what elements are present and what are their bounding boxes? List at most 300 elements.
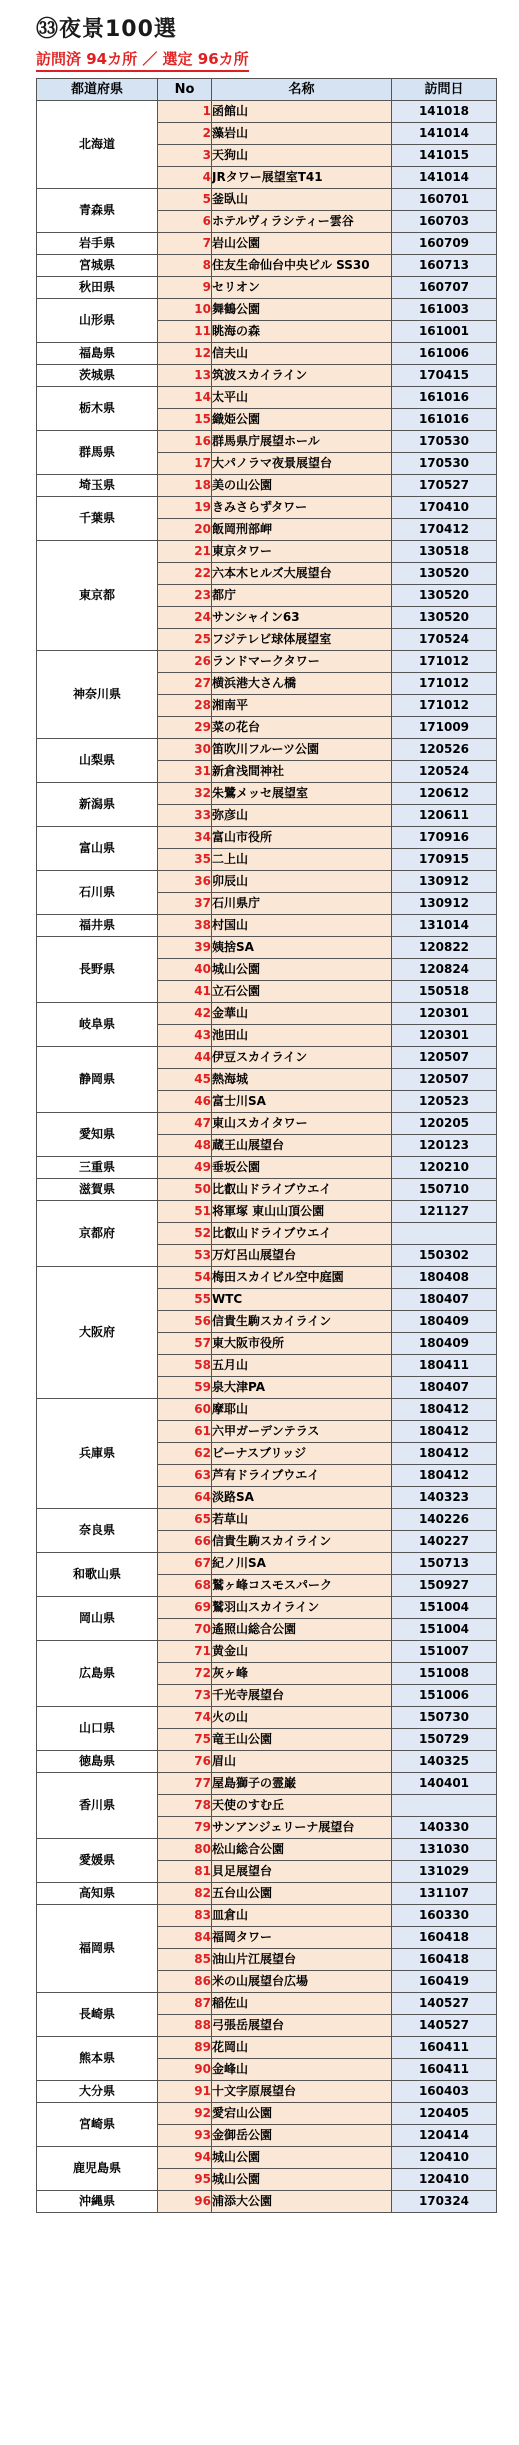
- prefecture-cell: 鹿児島県: [37, 2147, 158, 2191]
- prefecture-cell: 岩手県: [37, 233, 158, 255]
- table-row: [37, 497, 497, 519]
- number-cell: 2: [158, 123, 212, 145]
- visit-date-cell: 151006: [392, 1685, 497, 1707]
- visit-date-cell: 120822: [392, 937, 497, 959]
- table-row: [37, 915, 497, 937]
- number-cell: 4: [158, 167, 212, 189]
- name-cell: 織姫公園: [212, 409, 392, 431]
- table-row: [37, 255, 497, 277]
- table-row: [37, 101, 497, 123]
- visit-date-cell: 120123: [392, 1135, 497, 1157]
- name-cell: 六本木ヒルズ大展望台: [212, 563, 392, 585]
- name-cell: 東山スカイタワー: [212, 1113, 392, 1135]
- name-cell: 釜臥山: [212, 189, 392, 211]
- name-cell: 花岡山: [212, 2037, 392, 2059]
- number-cell: 69: [158, 1597, 212, 1619]
- visit-date-cell: 141018: [392, 101, 497, 123]
- table-row: [37, 541, 497, 563]
- number-cell: 90: [158, 2059, 212, 2081]
- page-title: ㉝夜景100選: [36, 17, 177, 42]
- number-cell: 70: [158, 1619, 212, 1641]
- number-cell: 46: [158, 1091, 212, 1113]
- prefecture-cell: 埼玉県: [37, 475, 158, 497]
- visit-summary: 訪問済 94カ所 ／ 選定 96カ所: [36, 48, 249, 72]
- number-cell: 8: [158, 255, 212, 277]
- visit-date-cell: 130518: [392, 541, 497, 563]
- visit-date-cell: 120301: [392, 1003, 497, 1025]
- visit-date-cell: 131029: [392, 1861, 497, 1883]
- name-cell: ランドマークタワー: [212, 651, 392, 673]
- name-cell: 信貴生駒スカイライン: [212, 1531, 392, 1553]
- visit-date-cell: 160418: [392, 1949, 497, 1971]
- table-row: [37, 2037, 497, 2059]
- prefecture-cell: 香川県: [37, 1773, 158, 1839]
- visit-date-cell: 120824: [392, 959, 497, 981]
- visit-date-cell: 170916: [392, 827, 497, 849]
- header-prefecture: 都道府県: [37, 79, 158, 101]
- name-cell: 美の山公園: [212, 475, 392, 497]
- number-cell: 47: [158, 1113, 212, 1135]
- visit-date-cell: 180409: [392, 1311, 497, 1333]
- name-cell: 摩耶山: [212, 1399, 392, 1421]
- visit-date-cell: 151007: [392, 1641, 497, 1663]
- number-cell: 86: [158, 1971, 212, 1993]
- number-cell: 78: [158, 1795, 212, 1817]
- visit-date-cell: 131107: [392, 1883, 497, 1905]
- name-cell: 比叡山ドライブウエイ: [212, 1223, 392, 1245]
- number-cell: 82: [158, 1883, 212, 1905]
- visit-date-cell: [392, 1223, 497, 1245]
- number-cell: 37: [158, 893, 212, 915]
- number-cell: 84: [158, 1927, 212, 1949]
- visit-date-cell: 180412: [392, 1421, 497, 1443]
- header-name: 名称: [212, 79, 392, 101]
- prefecture-cell: 愛媛県: [37, 1839, 158, 1883]
- prefecture-cell: 群馬県: [37, 431, 158, 475]
- prefecture-cell: 富山県: [37, 827, 158, 871]
- visit-date-cell: 120523: [392, 1091, 497, 1113]
- visit-date-cell: 160709: [392, 233, 497, 255]
- prefecture-cell: 神奈川県: [37, 651, 158, 739]
- table-row: [37, 387, 497, 409]
- prefecture-cell: 岐阜県: [37, 1003, 158, 1047]
- number-cell: 12: [158, 343, 212, 365]
- visit-date-cell: 161016: [392, 387, 497, 409]
- table-row: [37, 1179, 497, 1201]
- name-cell: 信貴生駒スカイライン: [212, 1311, 392, 1333]
- number-cell: 55: [158, 1289, 212, 1311]
- visit-date-cell: 140527: [392, 2015, 497, 2037]
- number-cell: 80: [158, 1839, 212, 1861]
- visit-date-cell: 161006: [392, 343, 497, 365]
- number-cell: 95: [158, 2169, 212, 2191]
- prefecture-cell: 徳島県: [37, 1751, 158, 1773]
- name-cell: ホテルヴィラシティー雲谷: [212, 211, 392, 233]
- table-row: [37, 1751, 497, 1773]
- visit-date-cell: 160330: [392, 1905, 497, 1927]
- number-cell: 66: [158, 1531, 212, 1553]
- number-cell: 18: [158, 475, 212, 497]
- number-cell: 9: [158, 277, 212, 299]
- prefecture-cell: 京都府: [37, 1201, 158, 1267]
- name-cell: 蔵王山展望台: [212, 1135, 392, 1157]
- name-cell: 湘南平: [212, 695, 392, 717]
- prefecture-cell: 東京都: [37, 541, 158, 651]
- visit-date-cell: 180409: [392, 1333, 497, 1355]
- name-cell: 伊豆スカイライン: [212, 1047, 392, 1069]
- name-cell: 黄金山: [212, 1641, 392, 1663]
- name-cell: 東大阪市役所: [212, 1333, 392, 1355]
- visit-date-cell: 160703: [392, 211, 497, 233]
- name-cell: 皿倉山: [212, 1905, 392, 1927]
- visit-date-cell: 171012: [392, 695, 497, 717]
- number-cell: 72: [158, 1663, 212, 1685]
- visit-date-cell: 151004: [392, 1597, 497, 1619]
- visit-date-cell: 180412: [392, 1443, 497, 1465]
- number-cell: 14: [158, 387, 212, 409]
- number-cell: 53: [158, 1245, 212, 1267]
- number-cell: 3: [158, 145, 212, 167]
- number-cell: 40: [158, 959, 212, 981]
- visit-date-cell: 150730: [392, 1707, 497, 1729]
- visit-date-cell: 180407: [392, 1377, 497, 1399]
- table-body: [37, 101, 497, 2213]
- name-cell: 六甲ガーデンテラス: [212, 1421, 392, 1443]
- table-row: [37, 233, 497, 255]
- visit-date-cell: 160411: [392, 2059, 497, 2081]
- name-cell: 金華山: [212, 1003, 392, 1025]
- number-cell: 5: [158, 189, 212, 211]
- table-row: [37, 1113, 497, 1135]
- number-cell: 59: [158, 1377, 212, 1399]
- table-row: [37, 1773, 497, 1795]
- name-cell: JRタワー展望室T41: [212, 167, 392, 189]
- prefecture-cell: 大分県: [37, 2081, 158, 2103]
- name-cell: 千光寺展望台: [212, 1685, 392, 1707]
- night-view-table: [36, 78, 497, 2213]
- name-cell: 火の山: [212, 1707, 392, 1729]
- visit-date-cell: 160403: [392, 2081, 497, 2103]
- name-cell: 住友生命仙台中央ビル SS30: [212, 255, 392, 277]
- name-cell: 舞鶴公園: [212, 299, 392, 321]
- name-cell: 鷲ヶ峰コスモスパーク: [212, 1575, 392, 1597]
- number-cell: 33: [158, 805, 212, 827]
- name-cell: セリオン: [212, 277, 392, 299]
- name-cell: 岩山公園: [212, 233, 392, 255]
- name-cell: 天使のすむ丘: [212, 1795, 392, 1817]
- name-cell: 梅田スカイビル空中庭園: [212, 1267, 392, 1289]
- visit-date-cell: 140527: [392, 1993, 497, 2015]
- table-row: [37, 651, 497, 673]
- prefecture-cell: 石川県: [37, 871, 158, 915]
- visit-date-cell: 150927: [392, 1575, 497, 1597]
- table-row: [37, 2191, 497, 2213]
- number-cell: 79: [158, 1817, 212, 1839]
- visit-date-cell: 160713: [392, 255, 497, 277]
- prefecture-cell: 栃木県: [37, 387, 158, 431]
- visit-date-cell: 150713: [392, 1553, 497, 1575]
- table-row: [37, 1553, 497, 1575]
- name-cell: 村国山: [212, 915, 392, 937]
- visit-date-cell: 170527: [392, 475, 497, 497]
- table-row: [37, 2147, 497, 2169]
- prefecture-cell: 福井県: [37, 915, 158, 937]
- number-cell: 32: [158, 783, 212, 805]
- number-cell: 48: [158, 1135, 212, 1157]
- table-row: [37, 2103, 497, 2125]
- prefecture-cell: 沖縄県: [37, 2191, 158, 2213]
- prefecture-cell: 長野県: [37, 937, 158, 1003]
- name-cell: 金御岳公園: [212, 2125, 392, 2147]
- name-cell: 池田山: [212, 1025, 392, 1047]
- number-cell: 39: [158, 937, 212, 959]
- name-cell: 筑波スカイライン: [212, 365, 392, 387]
- prefecture-cell: 山口県: [37, 1707, 158, 1751]
- table-row: [37, 739, 497, 761]
- visit-date-cell: 160701: [392, 189, 497, 211]
- table-row: [37, 277, 497, 299]
- table-row: [37, 1839, 497, 1861]
- visit-date-cell: 141015: [392, 145, 497, 167]
- name-cell: サンシャイン63: [212, 607, 392, 629]
- name-cell: 淡路SA: [212, 1487, 392, 1509]
- table-row: [37, 189, 497, 211]
- number-cell: 35: [158, 849, 212, 871]
- number-cell: 11: [158, 321, 212, 343]
- prefecture-cell: 山梨県: [37, 739, 158, 783]
- number-cell: 19: [158, 497, 212, 519]
- number-cell: 76: [158, 1751, 212, 1773]
- number-cell: 50: [158, 1179, 212, 1201]
- visit-date-cell: 140227: [392, 1531, 497, 1553]
- name-cell: 弓張岳展望台: [212, 2015, 392, 2037]
- number-cell: 7: [158, 233, 212, 255]
- table-row: [37, 1993, 497, 2015]
- visit-date-cell: 141014: [392, 123, 497, 145]
- number-cell: 25: [158, 629, 212, 651]
- prefecture-cell: 熊本県: [37, 2037, 158, 2081]
- table-row: [37, 431, 497, 453]
- name-cell: きみさらずタワー: [212, 497, 392, 519]
- name-cell: 松山総合公園: [212, 1839, 392, 1861]
- number-cell: 91: [158, 2081, 212, 2103]
- visit-date-cell: 170412: [392, 519, 497, 541]
- number-cell: 93: [158, 2125, 212, 2147]
- number-cell: 67: [158, 1553, 212, 1575]
- visit-date-cell: 120210: [392, 1157, 497, 1179]
- name-cell: 富士川SA: [212, 1091, 392, 1113]
- visit-date-cell: 120507: [392, 1047, 497, 1069]
- prefecture-cell: 広島県: [37, 1641, 158, 1707]
- prefecture-cell: 茨城県: [37, 365, 158, 387]
- table-header-row: [37, 79, 497, 101]
- table-row: [37, 2081, 497, 2103]
- visit-date-cell: 171009: [392, 717, 497, 739]
- visit-date-cell: 131030: [392, 1839, 497, 1861]
- number-cell: 38: [158, 915, 212, 937]
- number-cell: 77: [158, 1773, 212, 1795]
- number-cell: 60: [158, 1399, 212, 1421]
- prefecture-cell: 青森県: [37, 189, 158, 233]
- table-row: [37, 937, 497, 959]
- number-cell: 61: [158, 1421, 212, 1443]
- number-cell: 96: [158, 2191, 212, 2213]
- visit-date-cell: 131014: [392, 915, 497, 937]
- name-cell: 貝足展望台: [212, 1861, 392, 1883]
- visit-date-cell: 170410: [392, 497, 497, 519]
- number-cell: 16: [158, 431, 212, 453]
- table-row: [37, 1905, 497, 1927]
- visit-date-cell: 151008: [392, 1663, 497, 1685]
- number-cell: 1: [158, 101, 212, 123]
- number-cell: 56: [158, 1311, 212, 1333]
- visit-date-cell: 130520: [392, 563, 497, 585]
- visit-date-cell: 170324: [392, 2191, 497, 2213]
- prefecture-cell: 奈良県: [37, 1509, 158, 1553]
- table-row: [37, 1399, 497, 1421]
- visit-date-cell: 140401: [392, 1773, 497, 1795]
- name-cell: 弥彦山: [212, 805, 392, 827]
- visit-date-cell: 130912: [392, 893, 497, 915]
- number-cell: 27: [158, 673, 212, 695]
- visit-date-cell: 171012: [392, 673, 497, 695]
- number-cell: 43: [158, 1025, 212, 1047]
- number-cell: 10: [158, 299, 212, 321]
- name-cell: 横浜港大さん橋: [212, 673, 392, 695]
- name-cell: WTC: [212, 1289, 392, 1311]
- number-cell: 28: [158, 695, 212, 717]
- number-cell: 45: [158, 1069, 212, 1091]
- prefecture-cell: 秋田県: [37, 277, 158, 299]
- name-cell: 五台山公園: [212, 1883, 392, 1905]
- visit-date-cell: 161016: [392, 409, 497, 431]
- prefecture-cell: 宮崎県: [37, 2103, 158, 2147]
- number-cell: 20: [158, 519, 212, 541]
- prefecture-cell: 福岡県: [37, 1905, 158, 1993]
- table-row: [37, 299, 497, 321]
- number-cell: 31: [158, 761, 212, 783]
- visit-date-cell: 130520: [392, 607, 497, 629]
- prefecture-cell: 大阪府: [37, 1267, 158, 1399]
- visit-date-cell: 140323: [392, 1487, 497, 1509]
- name-cell: 飯岡刑部岬: [212, 519, 392, 541]
- visit-date-cell: 170530: [392, 431, 497, 453]
- prefecture-cell: 岡山県: [37, 1597, 158, 1641]
- prefecture-cell: 高知県: [37, 1883, 158, 1905]
- prefecture-cell: 山形県: [37, 299, 158, 343]
- name-cell: 金峰山: [212, 2059, 392, 2081]
- table-row: [37, 1883, 497, 1905]
- prefecture-cell: 北海道: [37, 101, 158, 189]
- number-cell: 71: [158, 1641, 212, 1663]
- number-cell: 42: [158, 1003, 212, 1025]
- name-cell: 姨捨SA: [212, 937, 392, 959]
- visit-date-cell: 180411: [392, 1355, 497, 1377]
- visit-date-cell: 160707: [392, 277, 497, 299]
- name-cell: 笛吹川フルーツ公園: [212, 739, 392, 761]
- number-cell: 94: [158, 2147, 212, 2169]
- number-cell: 30: [158, 739, 212, 761]
- visit-date-cell: 120410: [392, 2147, 497, 2169]
- number-cell: 85: [158, 1949, 212, 1971]
- visit-date-cell: 120301: [392, 1025, 497, 1047]
- visit-date-cell: 170524: [392, 629, 497, 651]
- name-cell: 芦有ドライブウエイ: [212, 1465, 392, 1487]
- name-cell: 天狗山: [212, 145, 392, 167]
- table-row: [37, 1201, 497, 1223]
- number-cell: 36: [158, 871, 212, 893]
- number-cell: 22: [158, 563, 212, 585]
- number-cell: 23: [158, 585, 212, 607]
- table-row: [37, 475, 497, 497]
- header-number: No: [158, 79, 212, 101]
- number-cell: 64: [158, 1487, 212, 1509]
- number-cell: 44: [158, 1047, 212, 1069]
- visit-date-cell: 120524: [392, 761, 497, 783]
- visit-date-cell: 161003: [392, 299, 497, 321]
- visit-date-cell: 120526: [392, 739, 497, 761]
- name-cell: 眺海の森: [212, 321, 392, 343]
- table-row: [37, 1157, 497, 1179]
- number-cell: 63: [158, 1465, 212, 1487]
- name-cell: 十文字原展望台: [212, 2081, 392, 2103]
- name-cell: 藻岩山: [212, 123, 392, 145]
- name-cell: 卯辰山: [212, 871, 392, 893]
- name-cell: ビーナスブリッジ: [212, 1443, 392, 1465]
- table-row: [37, 1267, 497, 1289]
- name-cell: 万灯呂山展望台: [212, 1245, 392, 1267]
- name-cell: 比叡山ドライブウエイ: [212, 1179, 392, 1201]
- name-cell: 熱海城: [212, 1069, 392, 1091]
- prefecture-cell: 千葉県: [37, 497, 158, 541]
- number-cell: 75: [158, 1729, 212, 1751]
- number-cell: 58: [158, 1355, 212, 1377]
- visit-date-cell: 151004: [392, 1619, 497, 1641]
- table-row: [37, 871, 497, 893]
- visit-date-cell: 180412: [392, 1399, 497, 1421]
- name-cell: 城山公園: [212, 2147, 392, 2169]
- prefecture-cell: 長崎県: [37, 1993, 158, 2037]
- name-cell: 眉山: [212, 1751, 392, 1773]
- number-cell: 74: [158, 1707, 212, 1729]
- name-cell: 遙照山総合公園: [212, 1619, 392, 1641]
- visit-date-cell: 140226: [392, 1509, 497, 1531]
- number-cell: 83: [158, 1905, 212, 1927]
- visit-date-cell: 120612: [392, 783, 497, 805]
- name-cell: 油山片江展望台: [212, 1949, 392, 1971]
- name-cell: 将軍塚 東山山頂公園: [212, 1201, 392, 1223]
- visit-date-cell: 150729: [392, 1729, 497, 1751]
- name-cell: 垂坂公園: [212, 1157, 392, 1179]
- visit-date-cell: 170415: [392, 365, 497, 387]
- visit-date-cell: 150710: [392, 1179, 497, 1201]
- name-cell: 朱鷺メッセ展望室: [212, 783, 392, 805]
- number-cell: 68: [158, 1575, 212, 1597]
- number-cell: 17: [158, 453, 212, 475]
- prefecture-cell: 宮城県: [37, 255, 158, 277]
- number-cell: 92: [158, 2103, 212, 2125]
- table-row: [37, 1597, 497, 1619]
- prefecture-cell: 愛知県: [37, 1113, 158, 1157]
- visit-date-cell: 120205: [392, 1113, 497, 1135]
- name-cell: 二上山: [212, 849, 392, 871]
- name-cell: 城山公園: [212, 959, 392, 981]
- number-cell: 34: [158, 827, 212, 849]
- visit-date-cell: 120410: [392, 2169, 497, 2191]
- visit-date-cell: 130520: [392, 585, 497, 607]
- visit-date-cell: 160411: [392, 2037, 497, 2059]
- number-cell: 49: [158, 1157, 212, 1179]
